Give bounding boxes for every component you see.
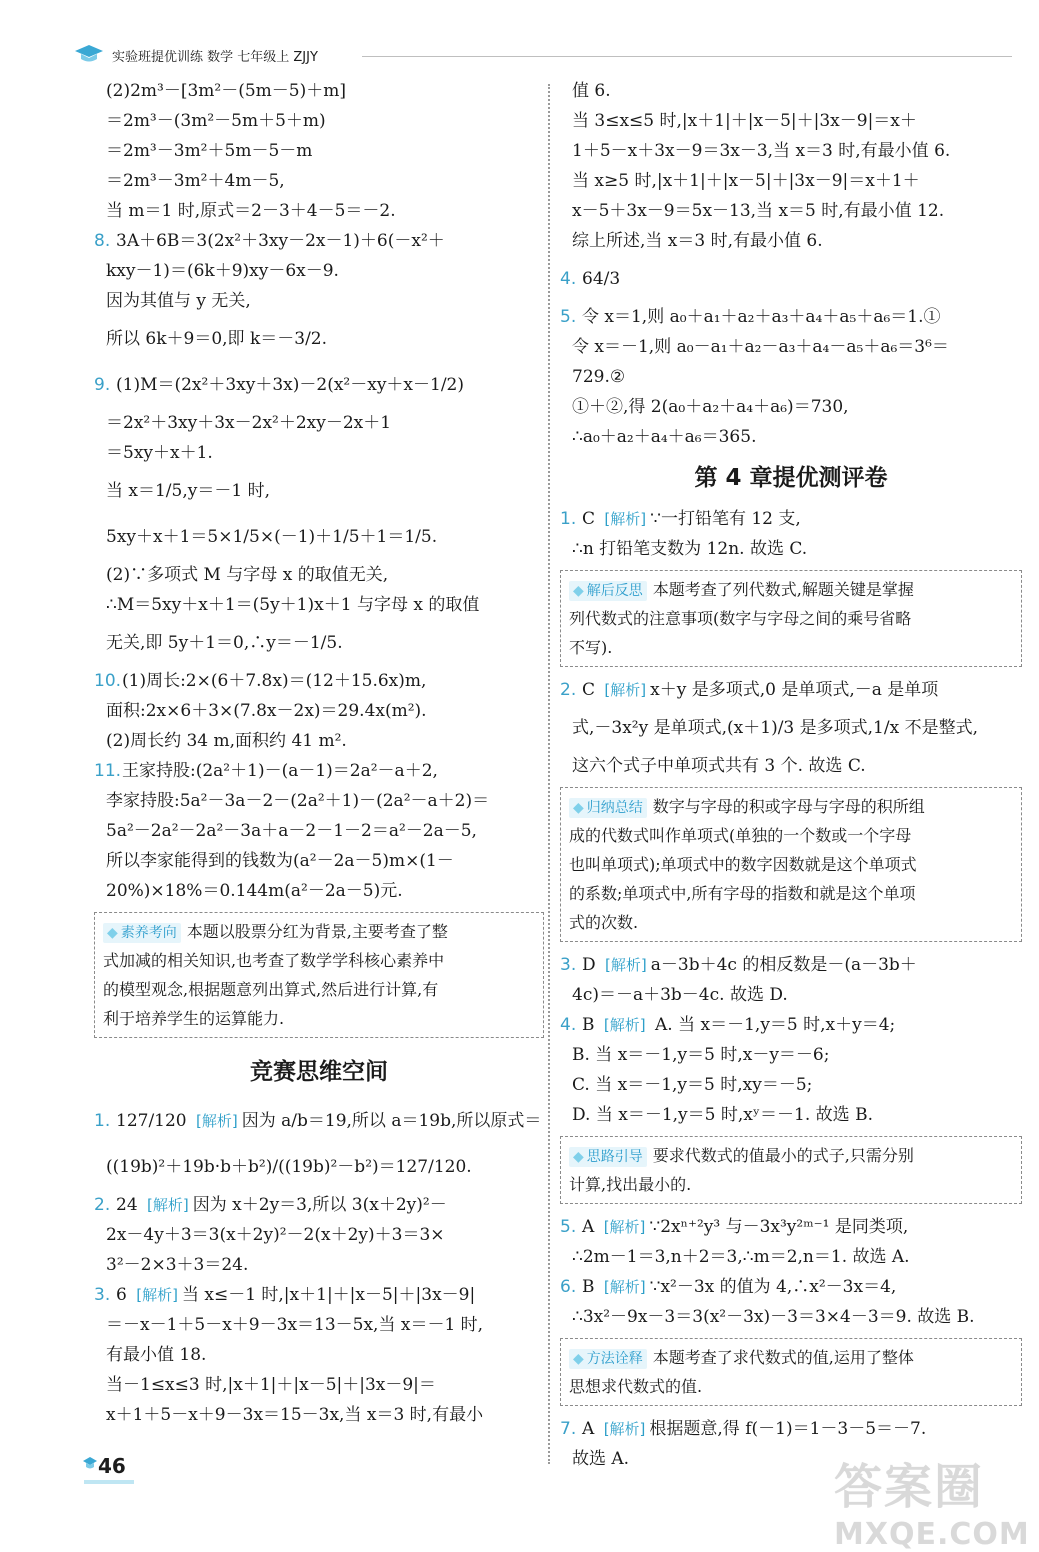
answer-text: B. 当 x＝－1,y＝5 时,x－y＝－6; — [572, 1045, 830, 1065]
answer-text: ∴a₀＋a₂＋a₄＋a₆＝365. — [572, 427, 757, 447]
analysis-tag: [解析] — [147, 1196, 189, 1214]
answer-line — [94, 1144, 544, 1190]
answer-text: 4c)＝－a＋3b－4c. 故选 D. — [572, 985, 788, 1005]
question-number: 1. — [560, 509, 577, 529]
answer-text: 3A＋6B＝3(2x²＋3xy－2x－1)＋6(－x²＋ — [116, 231, 445, 251]
column-divider — [548, 84, 550, 1464]
answer-text: ＝5xy＋x＋1. — [106, 443, 213, 463]
page-number-text: 46 — [98, 1454, 126, 1478]
note-text: 本题考查了列代数式,解题关键是掌握 — [652, 580, 914, 599]
note-text: 利于培养学生的运算能力. — [103, 1009, 285, 1028]
answer-line — [94, 560, 544, 590]
header-title: 实验班提优训练 数学 七年级上 ZJJY — [112, 50, 318, 65]
answer-line — [560, 196, 1022, 226]
answer-text: 2x－4y＋3＝3(x＋2y)²－2(x＋2y)＋3＝3× — [106, 1225, 445, 1245]
answer-text: x＋1＋5－x＋9－3x＝15－3x,当 x＝3 时,有最小 — [106, 1405, 484, 1425]
answer-line — [94, 816, 544, 846]
answer-text: A [解析] 根据题意,得 f(－1)＝1－3－5＝－7. — [582, 1419, 927, 1439]
question-number: 1. — [94, 1111, 111, 1131]
note-line — [569, 908, 1013, 937]
answer-line — [94, 1280, 544, 1310]
answer-line — [94, 196, 544, 226]
answer-text: 20%)×18%＝0.144m(a²－2a－5)元. — [106, 881, 403, 901]
note-text: 的系数;单项式中,所有字母的指数和就是这个单项 — [569, 884, 916, 903]
answer-text: ＝2m³－3m²＋5m－5－m — [106, 141, 313, 161]
section-title-chapter4: 第 4 章提优测评卷 — [694, 465, 888, 491]
note-line — [103, 975, 535, 1004]
graduation-cap-icon — [74, 44, 104, 64]
page-number-underline — [84, 1480, 134, 1484]
answer-text: B [解析] ∵x²－3x 的值为 4,∴x²－3x＝4, — [582, 1277, 897, 1297]
answer-line — [94, 1220, 544, 1250]
running-header — [72, 44, 1012, 68]
answer-line — [94, 1400, 544, 1430]
note-badge — [569, 1147, 647, 1167]
note-text: 成的代数式叫作单项式(单独的一个数或一个字母 — [569, 826, 912, 845]
analysis-tag: [解析] — [604, 681, 647, 699]
answer-line — [94, 1370, 544, 1400]
answer-text: 6 [解析] 当 x≤－1 时,|x＋1|＋|x－5|＋|3x－9| — [116, 1285, 476, 1305]
answer-text: ∴2m－1＝3,n＋2＝3,∴m＝2,n＝1. 故选 A. — [572, 1247, 910, 1267]
question-number: 7. — [560, 1419, 577, 1439]
note-badge-text: 解后反思 — [586, 583, 643, 599]
answer-line — [94, 620, 544, 666]
answer-line — [560, 1070, 1022, 1100]
watermark-line1: 答案圈 — [834, 1459, 985, 1515]
answer-text: 所以李家能得到的钱数为(a²－2a－5)m×(1－ — [106, 851, 454, 871]
note-badge — [103, 923, 181, 943]
note-text: 要求代数式的值最小的式子,只需分别 — [652, 1146, 914, 1165]
answer-line — [94, 696, 544, 726]
note-line — [569, 633, 1013, 662]
answer-line — [94, 76, 544, 106]
answer-line — [560, 1414, 1022, 1444]
answer-line — [94, 286, 544, 316]
diamond-icon: ◆ — [573, 800, 584, 816]
answer-line — [94, 514, 544, 560]
note-guina — [560, 787, 1022, 942]
answer-text: (2)2m³－[3m²－(5m－5)＋m] — [106, 81, 346, 101]
question-number: 5. — [560, 307, 577, 327]
answer-line — [94, 846, 544, 876]
answer-text: 王家持股:(2a²＋1)－(a－1)＝2a²－a＋2, — [122, 761, 438, 781]
analysis-tag: [解析] — [603, 1420, 646, 1438]
answer-line — [560, 1242, 1022, 1272]
answer-text: C. 当 x＝－1,y＝5 时,xy＝－5; — [572, 1075, 813, 1095]
note-line — [569, 792, 1013, 821]
page-number — [82, 1454, 134, 1482]
note-line — [569, 604, 1013, 633]
answer-line — [560, 980, 1022, 1010]
answer-line — [94, 726, 544, 756]
answer-text: 所以 6k＋9＝0,即 k＝－3/2. — [106, 329, 328, 349]
answer-text: 无关,即 5y＋1＝0,∴y＝－1/5. — [106, 633, 343, 653]
question-number: 3. — [94, 1285, 111, 1305]
answer-text: 李家持股:5a²－3a－2－(2a²＋1)－(2a²－a＋2)＝ — [106, 791, 490, 811]
section-title-competition: 竞赛思维空间 — [250, 1059, 388, 1085]
answer-text: ＝－x－1＋5－x＋9－3x＝13－5x,当 x＝－1 时, — [106, 1315, 484, 1335]
note-text: 式加减的相关知识,也考查了数学学科核心素养中 — [103, 951, 445, 970]
note-badge-text: 素养考向 — [120, 925, 177, 941]
answer-line — [560, 1272, 1022, 1302]
answer-line — [94, 166, 544, 196]
answer-line — [94, 136, 544, 166]
left-answers-block — [94, 76, 544, 906]
answer-line — [94, 316, 544, 362]
page-cap-icon — [82, 1456, 98, 1472]
answer-text: (2)∵多项式 M 与字母 x 的取值无关, — [106, 565, 389, 585]
answer-line — [94, 1190, 544, 1220]
note-text: 的模型观念,根据题意列出算式,然后进行计算,有 — [103, 980, 439, 999]
answer-text: 当 3≤x≤5 时,|x＋1|＋|x－5|＋|3x－9|＝x＋ — [572, 111, 917, 131]
answer-text: (1)周长:2×(6＋7.8x)＝(12＋15.6x)m, — [122, 671, 427, 691]
right-column — [560, 76, 1022, 1474]
analysis-tag: [解析] — [604, 510, 647, 528]
answer-text: ①＋②,得 2(a₀＋a₂＋a₄＋a₆)＝730, — [572, 397, 849, 417]
answer-line — [94, 1098, 544, 1144]
answer-line — [560, 136, 1022, 166]
answer-text: 64/3 — [582, 269, 621, 289]
answer-line — [560, 332, 1022, 362]
answer-line — [94, 666, 544, 696]
answer-text: 当 x＝1/5,y＝－1 时, — [106, 481, 270, 501]
note-line — [569, 821, 1013, 850]
answer-text: 1＋5－x＋3x－9＝3x－3,当 x＝3 时,有最小值 6. — [572, 141, 951, 161]
answer-text: B [解析] A. 当 x＝－1,y＝5 时,x＋y＝4; — [582, 1015, 896, 1035]
answer-line — [560, 256, 1022, 302]
note-badge-text: 思路引导 — [586, 1149, 643, 1165]
answer-line — [560, 422, 1022, 452]
answer-text: 729.② — [572, 367, 626, 387]
answer-line — [94, 1340, 544, 1370]
diamond-icon: ◆ — [573, 583, 584, 599]
note-text: 不写). — [569, 638, 613, 657]
analysis-tag: [解析] — [136, 1286, 178, 1304]
note-text: 计算,找出最小的. — [569, 1175, 692, 1194]
answer-text: C [解析] x＋y 是多项式,0 是单项式,－a 是单项 — [582, 680, 939, 700]
answer-text: 综上所述,当 x＝3 时,有最小值 6. — [572, 231, 823, 251]
answer-text: D. 当 x＝－1,y＝5 时,xʸ＝－1. 故选 B. — [572, 1105, 873, 1125]
answer-line — [560, 751, 1022, 781]
note-badge — [569, 798, 647, 818]
diamond-icon: ◆ — [107, 925, 118, 941]
answer-text: A [解析] ∵2xⁿ⁺²y³ 与－3x³y²ᵐ⁻¹ 是同类项, — [582, 1217, 909, 1237]
answer-text: 当－1≤x≤3 时,|x＋1|＋|x－5|＋|3x－9|＝ — [106, 1375, 436, 1395]
left-column — [94, 76, 544, 1430]
answer-text: (2)周长约 34 m,面积约 41 m². — [106, 731, 347, 751]
note-text: 本题以股票分红为背景,主要考查了整 — [186, 922, 448, 941]
answer-text: 24 [解析] 因为 x＋2y＝3,所以 3(x＋2y)²－ — [116, 1195, 447, 1215]
note-line — [569, 879, 1013, 908]
answer-text: 有最小值 18. — [106, 1345, 207, 1365]
question-number: 4. — [560, 1015, 577, 1035]
chapter4-q1 — [560, 504, 1022, 564]
answer-line — [94, 468, 544, 514]
answer-line — [560, 76, 1022, 106]
answer-text: ∴M＝5xy＋x＋1＝(5y＋1)x＋1 与字母 x 的取值 — [106, 595, 480, 615]
answer-line — [94, 756, 544, 786]
answer-line — [560, 675, 1022, 705]
note-line — [569, 850, 1013, 879]
answer-line — [94, 1310, 544, 1340]
header-rule — [362, 56, 1012, 57]
watermark — [834, 1448, 1034, 1552]
answer-text: ＝2m³－(3m²－5m＋5＋m) — [106, 111, 326, 131]
analysis-tag: [解析] — [196, 1112, 238, 1130]
note-badge-text: 归纳总结 — [586, 800, 643, 816]
question-number: 4. — [560, 269, 577, 289]
answer-text: 5xy＋x＋1＝5×1/5×(－1)＋1/5＋1＝1/5. — [106, 527, 438, 547]
answer-line — [560, 166, 1022, 196]
note-badge — [569, 1349, 647, 1369]
answer-text: 值 6. — [572, 81, 611, 101]
answer-text: 式,－3x²y 是单项式,(x＋1)/3 是多项式,1/x 不是整式, — [572, 718, 978, 738]
note-fangfa — [560, 1338, 1022, 1406]
answer-text: 127/120 [解析] 因为 a/b＝19,所以 a＝19b,所以原式＝ — [116, 1111, 542, 1131]
question-number: 8. — [94, 231, 111, 251]
analysis-tag: [解析] — [603, 1278, 646, 1296]
answer-text: ＝2m³－3m²＋4m－5, — [106, 171, 285, 191]
answer-text: 面积:2x×6＋3×(7.8x－2x)＝29.4x(m²). — [106, 701, 427, 721]
chapter4-q5-q6 — [560, 1212, 1022, 1332]
right-answers-block — [560, 76, 1022, 452]
diamond-icon: ◆ — [573, 1149, 584, 1165]
answer-line — [94, 408, 544, 438]
analysis-tag: [解析] — [605, 956, 647, 974]
note-line — [569, 1170, 1013, 1199]
answer-line — [94, 438, 544, 468]
answer-line — [94, 1250, 544, 1280]
chapter4-q3-q4 — [560, 950, 1022, 1130]
answer-text: x－5＋3x－9＝5x－13,当 x＝5 时,有最小值 12. — [572, 201, 945, 221]
answer-line — [560, 534, 1022, 564]
note-line — [103, 917, 535, 946]
note-line — [569, 1372, 1013, 1401]
note-jiehou — [560, 570, 1022, 667]
answer-text: 5a²－2a²－2a²－3a＋a－2－1－2＝a²－2a－5, — [106, 821, 477, 841]
note-line — [103, 946, 535, 975]
note-badge — [569, 581, 647, 601]
note-line — [103, 1004, 535, 1033]
answer-text: ∴3x²－9x－3＝3(x²－3x)－3＝3×4－3＝9. 故选 B. — [572, 1307, 975, 1327]
answer-line — [560, 950, 1022, 980]
answer-line — [560, 504, 1022, 534]
answer-text: 3²－2×3＋3＝24. — [106, 1255, 249, 1275]
answer-text: (1)M＝(2x²＋3xy＋3x)－2(x²－xy＋x－1/2) — [116, 375, 465, 395]
analysis-tag: [解析] — [603, 1016, 646, 1034]
answer-line — [94, 106, 544, 136]
answer-line — [560, 392, 1022, 422]
note-line — [569, 1343, 1013, 1372]
answer-line — [560, 1212, 1022, 1242]
question-number: 2. — [560, 680, 577, 700]
note-text: 式的次数. — [569, 913, 639, 932]
answer-text: kxy－1)＝(6k＋9)xy－6x－9. — [106, 261, 339, 281]
answer-text: 当 x≥5 时,|x＋1|＋|x－5|＋|3x－9|＝x＋1＋ — [572, 171, 920, 191]
answer-line — [560, 106, 1022, 136]
note-badge-text: 方法诠释 — [586, 1351, 643, 1367]
answer-line — [94, 362, 544, 408]
note-line — [569, 575, 1013, 604]
diamond-icon: ◆ — [573, 1351, 584, 1367]
answer-line — [94, 786, 544, 816]
note-text: 列代数式的注意事项(数字与字母之间的乘号省略 — [569, 609, 912, 628]
answer-text: 令 x＝－1,则 a₀－a₁＋a₂－a₃＋a₄－a₅＋a₆＝3⁶＝ — [572, 337, 949, 357]
note-line — [569, 1141, 1013, 1170]
question-number: 3. — [560, 955, 577, 975]
analysis-tag: [解析] — [603, 1218, 646, 1236]
watermark-line2: MXQE.COM — [834, 1517, 1030, 1552]
answer-text: ((19b)²＋19b·b＋b²)/((19b)²－b²)＝127/120. — [106, 1157, 472, 1177]
answer-text: 故选 A. — [572, 1449, 630, 1469]
question-number: 2. — [94, 1195, 111, 1215]
answer-line — [560, 302, 1022, 332]
answer-text: C [解析] ∵一打铅笔有 12 支, — [582, 509, 801, 529]
question-number: 11. — [94, 761, 122, 781]
answer-line — [94, 590, 544, 620]
note-text: 数字与字母的积或字母与字母的积所组 — [652, 797, 925, 816]
answer-line — [560, 226, 1022, 256]
answer-text: 当 m＝1 时,原式＝2－3＋4－5＝－2. — [106, 201, 396, 221]
answer-text: ∴n 打铅笔支数为 12n. 故选 C. — [572, 539, 808, 559]
left-competition-block — [94, 1098, 544, 1430]
note-text: 本题考查了求代数式的值,运用了整体 — [652, 1348, 914, 1367]
answer-line — [560, 1010, 1022, 1040]
answer-text: 因为其值与 y 无关, — [106, 291, 251, 311]
answer-line — [560, 1040, 1022, 1070]
note-silu — [560, 1136, 1022, 1204]
answer-line — [560, 1302, 1022, 1332]
answer-text: 令 x＝1,则 a₀＋a₁＋a₂＋a₃＋a₄＋a₅＋a₆＝1.① — [582, 307, 941, 327]
question-number: 10. — [94, 671, 122, 691]
chapter4-q2 — [560, 675, 1022, 781]
answer-text: 这六个式子中单项式共有 3 个. 故选 C. — [572, 756, 866, 776]
answer-text: D [解析] a－3b＋4c 的相反数是－(a－3b＋ — [582, 955, 917, 975]
answer-line — [94, 226, 544, 256]
answer-line — [94, 256, 544, 286]
note-suyang — [94, 912, 544, 1038]
question-number: 9. — [94, 375, 111, 395]
answer-text: ＝2x²＋3xy＋3x－2x²＋2xy－2x＋1 — [106, 413, 392, 433]
answer-line — [560, 705, 1022, 751]
question-number: 6. — [560, 1277, 577, 1297]
answer-line — [560, 1100, 1022, 1130]
note-text: 思想求代数式的值. — [569, 1377, 703, 1396]
answer-line — [560, 362, 1022, 392]
note-text: 也叫单项式);单项式中的数字因数就是这个单项式 — [569, 855, 917, 874]
answer-line — [94, 876, 544, 906]
question-number: 5. — [560, 1217, 577, 1237]
